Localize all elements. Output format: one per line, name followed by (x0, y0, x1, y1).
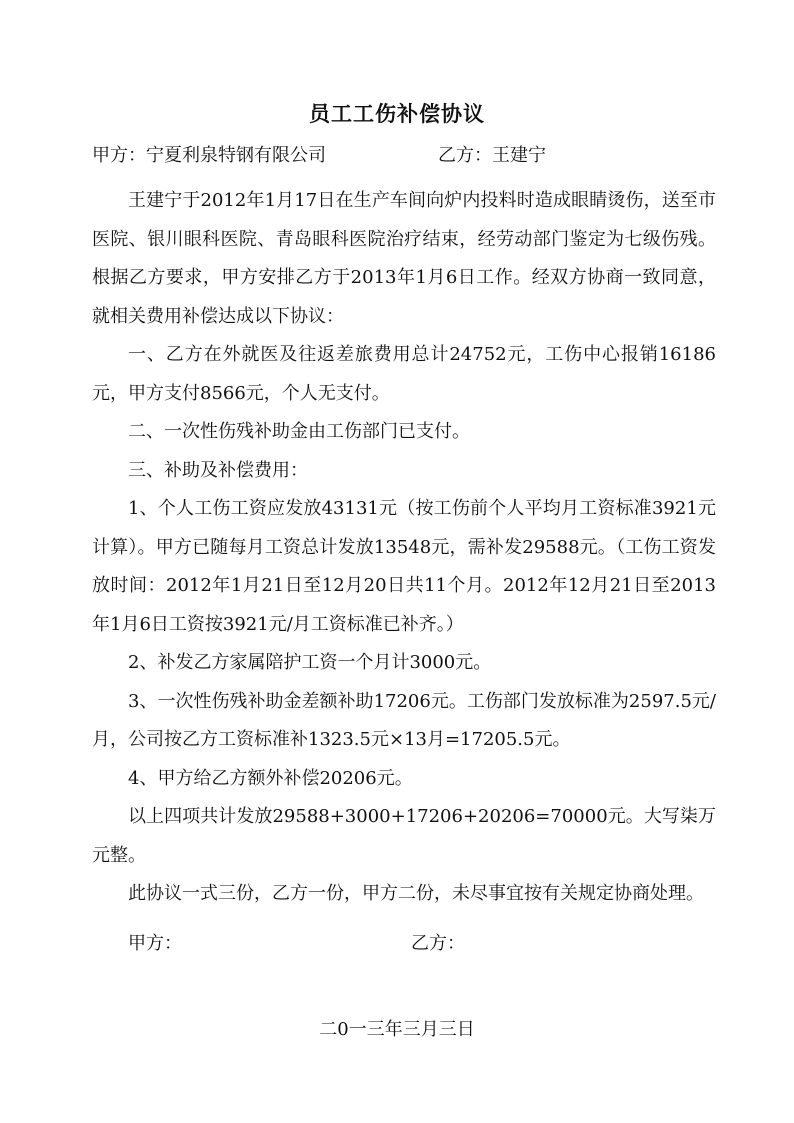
clause-1: 一、乙方在外就医及往返差旅费用总计24752元，工伤中心报销16186元，甲方支付8566元，个人无支付。 (92, 344, 716, 404)
clause-3: 三、补助及补偿费用： (128, 459, 308, 481)
sign-party-a: 甲方： (128, 933, 182, 954)
party-a: 甲方：宁夏利泉特钢有限公司 (92, 145, 326, 166)
copies-paragraph: 此协议一式三份，乙方一份，甲方二份，未尽事宜按有关规定协商处理。 (128, 883, 704, 904)
document-date: 二0一三年三月三日 (319, 1019, 475, 1040)
clause-2: 二、一次性伤残补助金由工伤部门已支付。 (128, 421, 470, 442)
agreement-body (92, 182, 716, 914)
sign-party-b: 乙方： (411, 933, 465, 954)
clause-3-item-2: 2、补发乙方家属陪护工资一个月计3000元。 (128, 652, 492, 673)
party-b: 乙方：王建宁 (438, 145, 546, 166)
document-title: 员工工伤补偿协议 (309, 101, 485, 126)
clause-3-item-4: 4、甲方给乙方额外补偿20206元。 (128, 767, 413, 789)
clause-3-item-3: 3、一次性伤残补助金差额补助17206元。工伤部门发放标准为2597.5元/月，公司按乙方工资标准补1323.5元×13月=17205.5元。 (92, 690, 716, 750)
signature-line (128, 931, 728, 957)
intro-paragraph: 王建宁于2012年1月17日在生产车间向炉内投料时造成眼睛烫伤，送至市医院、银川眼科医院、青岛眼科医院治疗结束，经劳动部门鉴定为七级伤残。根据乙方要求，甲方安排乙方于2013年1月6日工作。经双方协商一致同意，就相关费用补偿达成以下协议： (92, 190, 716, 327)
total-paragraph: 以上四项共计发放29588+3000+17206+20206=70000元。大写柒万元整。 (92, 806, 716, 866)
parties-line (92, 143, 732, 169)
clause-3-item-1: 1、个人工伤工资应发放43131元（按工伤前个人平均月工资标准3921元计算）。甲方已随每月工资总计发放13548元，需补发29588元。（工伤工资发放时间：2012年1月21日至12月20日共11个月。2012年12月21日至2013年1月6日工资按3921元/月工资标准已补齐。） (92, 498, 716, 635)
